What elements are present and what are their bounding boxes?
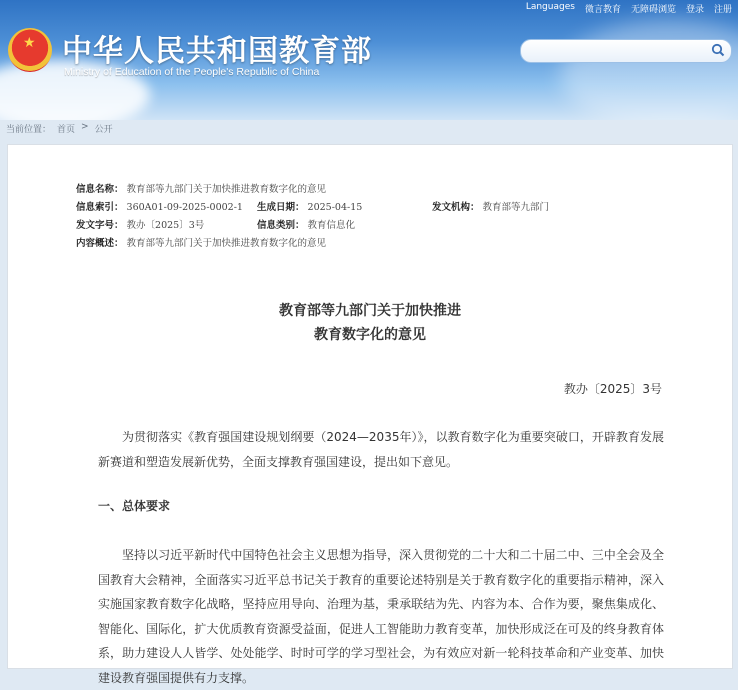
index-value: 360A01-09-2025-0002-1 <box>126 202 243 213</box>
date-label: 生成日期： <box>257 202 305 213</box>
breadcrumb-public[interactable]: 公开 <box>94 125 113 135</box>
article-title-line2: 教育数字化的意见 <box>314 327 426 343</box>
summary-label: 内容概述： <box>76 238 124 249</box>
breadcrumb-separator: > <box>81 122 89 132</box>
search-box[interactable] <box>520 39 732 63</box>
section-heading: 一、总体要求 <box>98 499 171 513</box>
summary-value: 教育部等九部门关于加快推进教育数字化的意见 <box>126 238 327 249</box>
search-input[interactable] <box>521 43 721 63</box>
breadcrumb-label: 当前位置： <box>6 125 52 135</box>
content-card <box>7 144 733 685</box>
nav-languages[interactable]: Languages <box>525 2 575 12</box>
info-name-value: 教育部等九部门关于加快推进教育数字化的意见 <box>126 184 327 195</box>
national-emblem-icon: ★ <box>8 28 52 72</box>
issuer-value: 教育部等九部门 <box>482 202 550 213</box>
info-name-label: 信息名称： <box>76 184 124 195</box>
article-title <box>8 299 732 347</box>
index-label: 信息索引： <box>76 202 124 213</box>
top-nav <box>526 2 732 15</box>
site-title: 中华人民共和国教育部 <box>62 34 372 69</box>
article-title-line1: 教育部等九部门关于加快推进 <box>279 303 461 319</box>
cloud-decoration <box>560 20 738 120</box>
doc-no-value: 教办〔2025〕3号 <box>126 220 205 231</box>
nav-accessibility[interactable]: 无障碍浏览 <box>630 5 676 15</box>
breadcrumb-home[interactable]: 首页 <box>57 125 76 135</box>
category-value: 教育信息化 <box>307 220 356 231</box>
doc-no-label: 发文字号： <box>76 220 124 231</box>
issuer-label: 发文机构： <box>432 202 480 213</box>
search-icon[interactable] <box>711 43 725 57</box>
nav-login[interactable]: 登录 <box>685 5 704 15</box>
site-header <box>0 0 738 120</box>
category-label: 信息类别： <box>257 220 305 231</box>
nav-weiyan[interactable]: 微言教育 <box>584 5 621 15</box>
article-doc-number: 教办〔2025〕3号 <box>563 382 662 396</box>
breadcrumb <box>6 122 113 135</box>
nav-register[interactable]: 注册 <box>713 5 732 15</box>
date-value: 2025-04-15 <box>307 202 363 213</box>
body-paragraph: 坚持以习近平新时代中国特色社会主义思想为指导，深入贯彻党的二十大和二十届二中、三中全会及全国教育大会精神，全面落实习近平总书记关于教育的重要论述特别是关于教育数字化的重要指示精神，深入实施国家教育数字化战略，坚持应用导向、治理为基，秉承联结为先、内容为本、合作为要，聚焦集成化、智能化、国际化，扩大优质教育资源受益面，促进人工智能助力教育变革，加快形成泛在可及的终身教育体系，助力建设人人皆学、处处能学、时时可学的学习型社会，为有效应对新一轮科技革命和产业变革、加快建设教育强国提供有力支撑。 <box>98 548 664 685</box>
intro-paragraph: 为贯彻落实《教育强国建设规划纲要（2024—2035年）》，以教育数字化为重要突破口，开辟教育发展新赛道和塑造发展新优势，全面支撑教育强国建设，提出如下意见。 <box>98 430 664 469</box>
site-subtitle: Ministry of Education of the People's Republic of China <box>64 66 320 78</box>
